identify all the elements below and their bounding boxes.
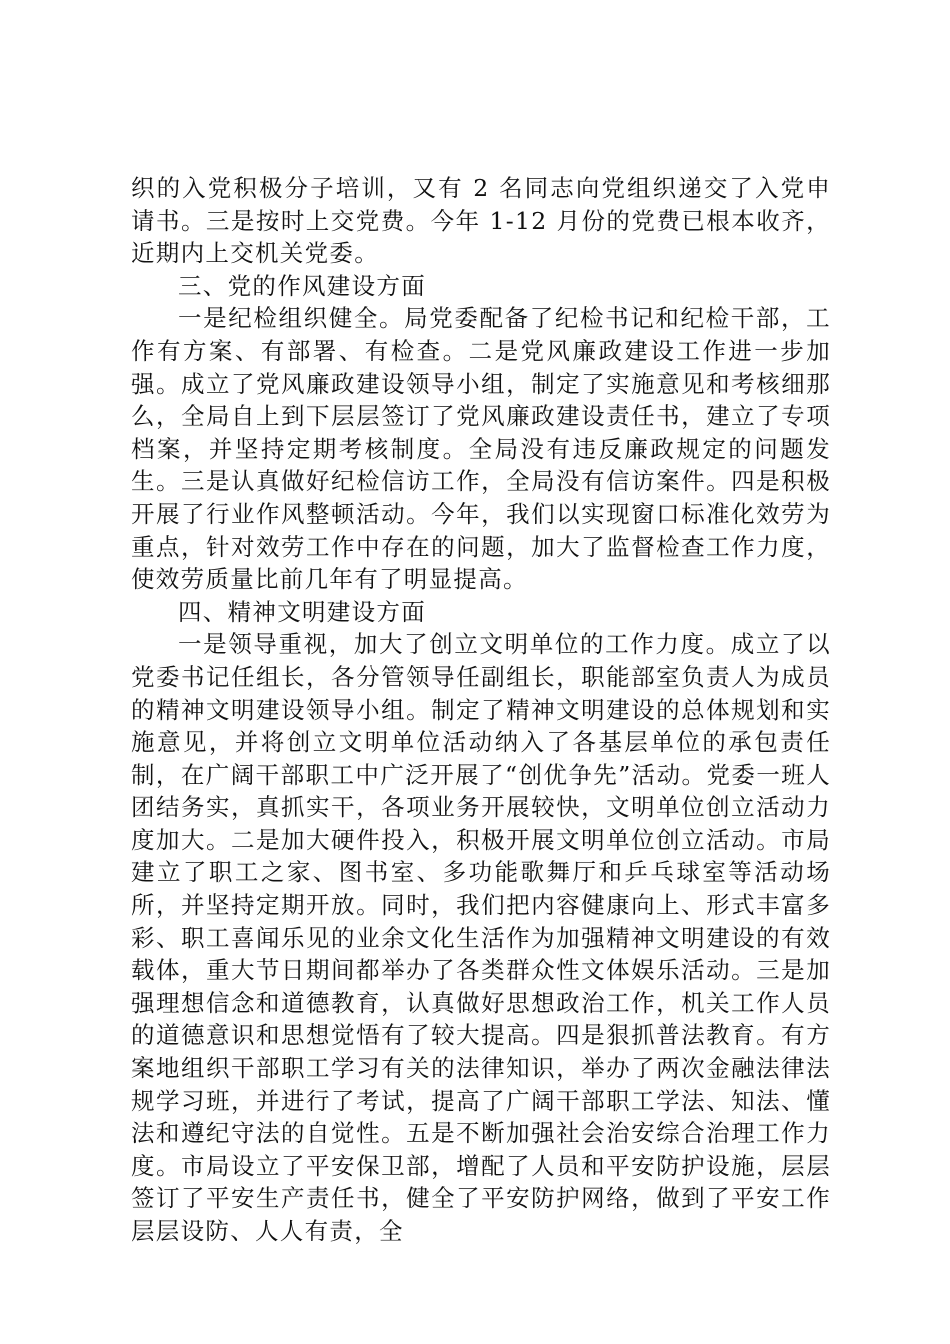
paragraph-civilization: 一是领导重视，加大了创立文明单位的工作力度。成立了以党委书记任组长，各分管领导任副组长，职能部室负责人为成员的精神文明建设领导小组。制定了精神文明建设的总体规划和实施意见，并将创立文明单位活动纳入了各基层单位的承包责任制，在广阔干部职工中广泛开展了“创优争先”活动。党委一班人团结务实，真抓实干，各项业务开展较快，文明单位创立活动力度加大。二是加大硬件投入，积极开展文明单位创立活动。市局建立了职工之家、图书室、多功能歌舞厅和乒乓球室等活动场所，并坚持定期开放。同时，我们把内容健康向上、形式丰富多彩、职工喜闻乐见的业余文化生活作为加强精神文明建设的有效载体，重大节日期间都举办了各类群众性文体娱乐活动。三是加强理想信念和道德教育，认真做好思想政治工作，机关工作人员的道德意识和思想觉悟有了较大提高。四是狠抓普法教育。有方案地组织干部职工学习有关的法律知识，举办了两次金融法律法规学习班，并进行了考试，提高了广阔干部职工学法、知法、懂法和遵纪守法的自觉性。五是不断加强社会治安综合治理工作力度。市局设立了平安保卫部，增配了人员和平安防护设施，层层签订了平安生产责任书，健全了平安防护网络，做到了平安工作层层设防、人人有责，全 (131, 630, 831, 1245)
paragraph-discipline: 一是纪检组织健全。局党委配备了纪检书记和纪检干部，工作有方案、有部署、有检查。二是党风廉政建设工作进一步加强。成立了党风廉政建设领导小组，制定了实施意见和考核细那么，全局自上到下层层签订了党风廉政建设责任书，建立了专项档案，并坚持定期考核制度。全局没有违反廉政规定的问题发生。三是认真做好纪检信访工作，全局没有信访案件。四是积极开展了行业作风整顿活动。今年，我们以实现窗口标准化效劳为重点，针对效劳工作中存在的问题，加大了监督检查工作力度，使效劳质量比前几年有了明显提高。 (131, 304, 831, 594)
document-body (131, 172, 831, 1248)
section-heading-3: 三、党的作风建设方面 (178, 271, 426, 300)
section-heading-4: 四、精神文明建设方面 (178, 597, 426, 626)
paragraph-continuation: 织的入党积极分子培训，又有 2 名同志向党组织递交了入党申请书。三是按时上交党费。今年 1-12 月份的党费已根本收齐，近期内上交机关党委。 (131, 174, 831, 268)
